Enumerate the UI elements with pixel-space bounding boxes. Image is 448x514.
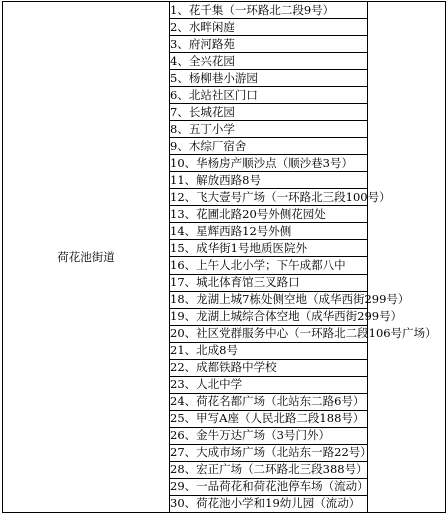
empty-column-cell xyxy=(368,2,446,513)
site-entry-cell: 11、解放西路8号 xyxy=(170,172,368,189)
site-entry-cell: 17、城北体育馆三叉路口 xyxy=(170,274,368,291)
site-entry-cell: 16、上午人北小学；下午成都八中 xyxy=(170,257,368,274)
site-entry-cell: 18、龙湖上城7栋处侧空地（成华西街299号） xyxy=(170,291,368,308)
site-entry-cell: 6、北站社区门口 xyxy=(170,87,368,104)
site-entry-cell: 25、甲写A座（人民北路二段188号） xyxy=(170,410,368,427)
site-list-body xyxy=(3,2,446,513)
site-entry-cell: 26、金牛万达广场（3号门外） xyxy=(170,427,368,444)
site-list-container xyxy=(2,1,446,513)
site-entry-cell: 15、成华街1号地质医院外 xyxy=(170,240,368,257)
site-entry-cell: 27、大成市场广场（北站东一路22号） xyxy=(170,444,368,461)
district-name-cell: 荷花池街道 xyxy=(3,2,170,513)
site-entry-cell: 7、长城花园 xyxy=(170,104,368,121)
site-entry-cell: 19、龙湖上城综合体空地（成华西街299号） xyxy=(170,308,368,325)
site-list-table xyxy=(2,1,446,513)
site-entry-cell: 8、五丁小学 xyxy=(170,121,368,138)
site-entry-cell: 20、社区党群服务中心（一环路北二段106号广场） xyxy=(170,325,368,342)
site-entry-cell: 1、花千集（一环路北二段9号） xyxy=(170,2,368,19)
site-entry-cell: 21、北成8号 xyxy=(170,342,368,359)
site-entry-cell: 10、华杨房产顺沙点（顺沙巷3号） xyxy=(170,155,368,172)
site-entry-cell: 5、杨柳巷小游园 xyxy=(170,70,368,87)
site-entry-cell: 4、全兴花园 xyxy=(170,53,368,70)
site-entry-cell: 12、飞大壹号广场（一环路北三段100号） xyxy=(170,189,368,206)
site-entry-cell: 30、荷花池小学和19幼儿园（流动） xyxy=(170,495,368,512)
site-entry-cell: 22、成都铁路中学校 xyxy=(170,359,368,376)
site-entry-cell: 28、宏正广场（二环路北三段388号） xyxy=(170,461,368,478)
site-entry-cell: 23、人北中学 xyxy=(170,376,368,393)
site-entry-cell: 2、水畔闲庭 xyxy=(170,19,368,36)
site-entry-cell: 14、星辉西路12号外侧 xyxy=(170,223,368,240)
site-entry-cell: 24、荷花名都广场（北站东二路6号） xyxy=(170,393,368,410)
site-entry-cell: 9、木综厂宿舍 xyxy=(170,138,368,155)
site-entry-cell: 13、花圃北路20号外侧花园处 xyxy=(170,206,368,223)
site-entry-cell: 3、府河路苑 xyxy=(170,36,368,53)
table-row xyxy=(3,2,446,19)
site-entry-cell: 29、一品荷花和荷花池停车场（流动） xyxy=(170,478,368,495)
